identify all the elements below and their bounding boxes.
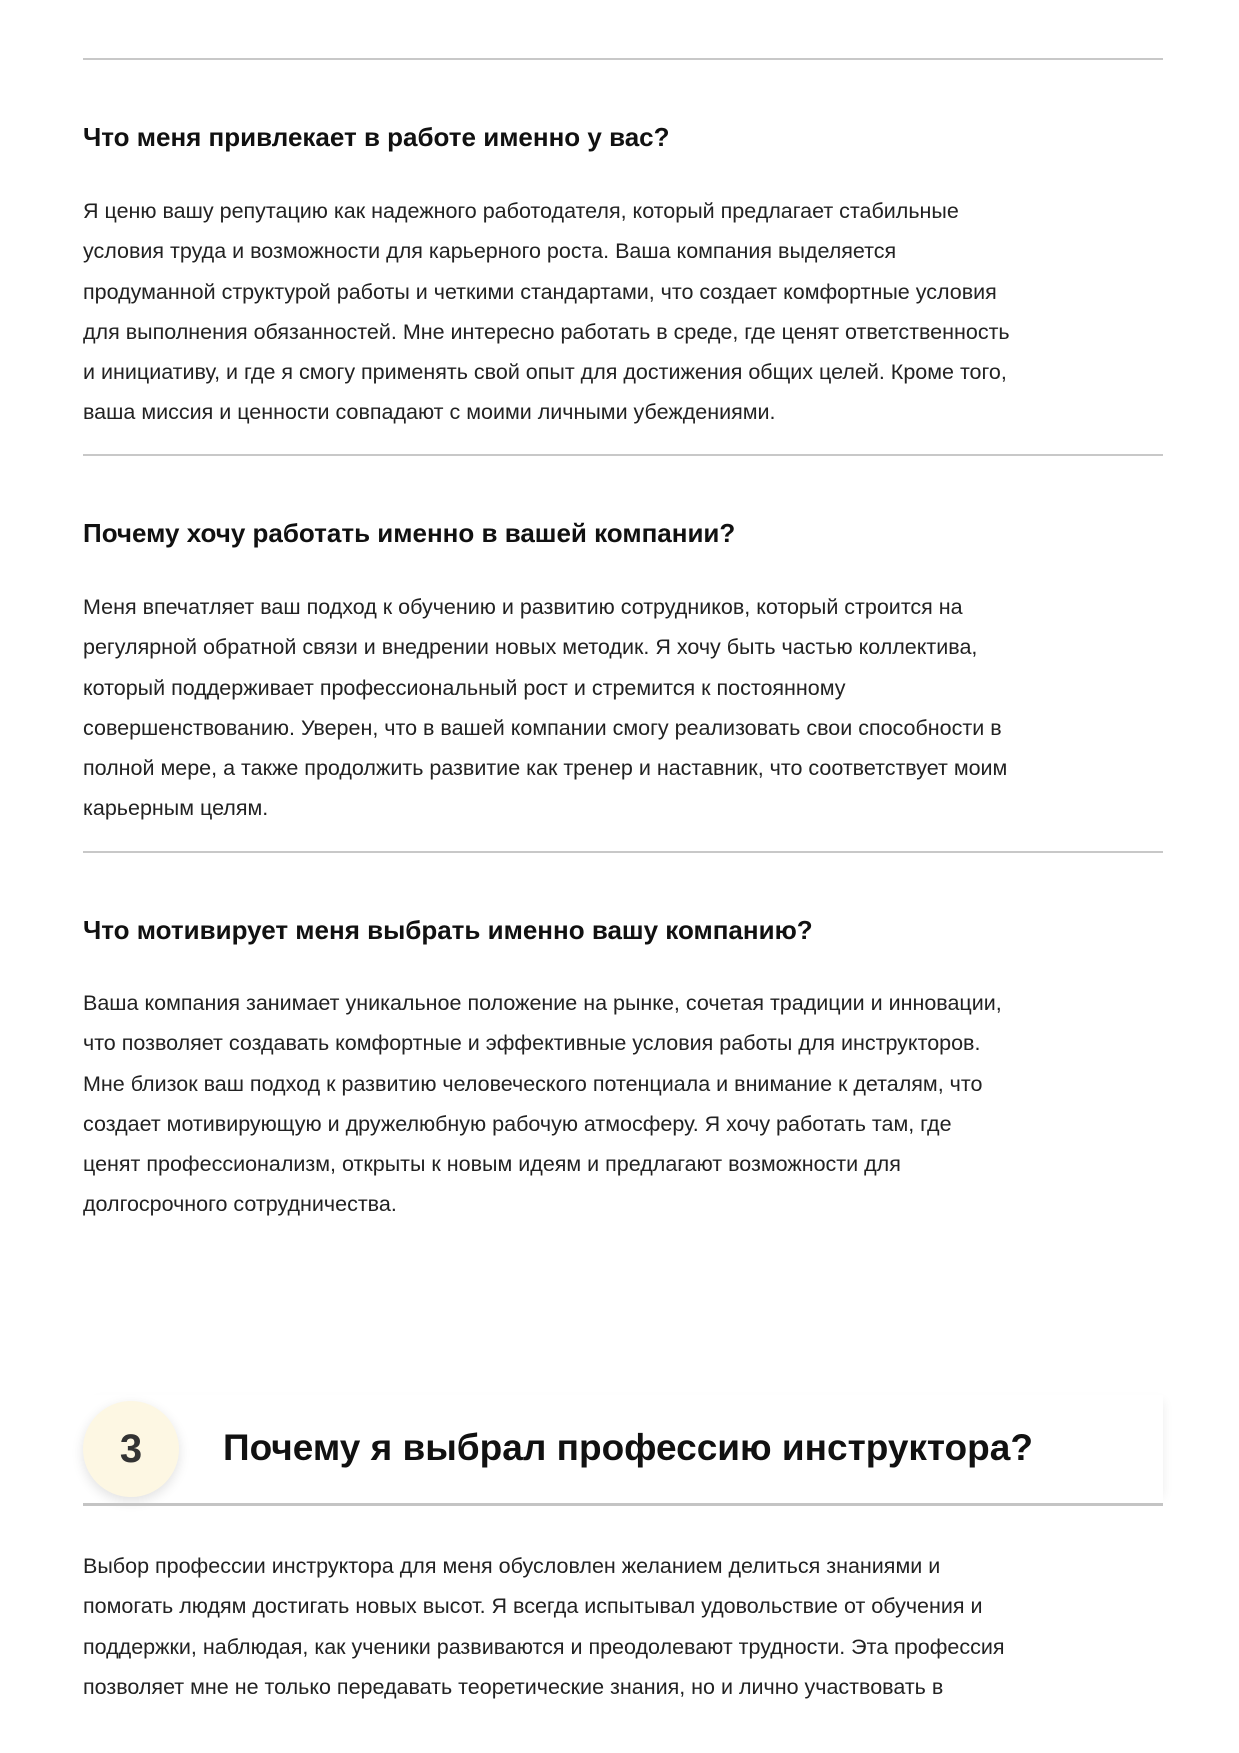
section-paragraph: [83, 983, 1168, 1225]
text-line: ваша миссия и ценности совпадают с моими личными убеждениями.: [83, 400, 776, 425]
text-line: поддержки, наблюдая, как ученики развиваются и преодолевают трудности. Эта профессия: [83, 1634, 1005, 1659]
text-line: для выполнения обязанностей. Мне интересно работать в среде, где ценят ответственность: [83, 319, 1010, 344]
section-heading: Что меня привлекает в работе именно у вас?: [83, 122, 670, 152]
text-line: карьерным целям.: [83, 796, 269, 821]
divider: [83, 58, 1163, 60]
text-line: Мне близок ваш подход к развитию человеческого потенциала и внимание к деталям, что: [83, 1071, 983, 1096]
chapter-title: Почему я выбрал профессию инструктора?: [223, 1427, 1033, 1468]
text-line: позволяет мне не только передавать теоретические знания, но и лично участвовать в: [83, 1674, 944, 1699]
text-line: полной мере, а также продолжить развитие как тренер и наставник, что соответствует моим: [83, 756, 1008, 781]
text-line: регулярной обратной связи и внедрении новых методик. Я хочу быть частью коллектива,: [83, 635, 978, 660]
text-line: продуманной структурой работы и четкими стандартами, что создает комфортные условия: [83, 279, 997, 304]
chapter-divider: [83, 1503, 1163, 1506]
text-line: Меня впечатляет ваш подход к обучению и развитию сотрудников, который строится на: [83, 595, 963, 619]
chapter-number-badge: 3: [83, 1401, 179, 1497]
chapter-header: [83, 1395, 1163, 1503]
section-paragraph: [83, 587, 1168, 829]
text-line: помогать людям достигать новых высот. Я всегда испытывал удовольствие от обучения и: [83, 1594, 983, 1619]
text-line: Я ценю вашу репутацию как надежного работодателя, который предлагает стабильные: [83, 199, 959, 223]
text-line: Выбор профессии инструктора для меня обусловлен желанием делиться знаниями и: [83, 1554, 941, 1578]
divider: [83, 454, 1163, 456]
text-line: что позволяет создавать комфортные и эффективные условия работы для инструкторов.: [83, 1031, 981, 1056]
text-line: совершенствованию. Уверен, что в вашей компании смогу реализовать свои способности в: [83, 715, 1002, 740]
text-line: долгосрочного сотрудничества.: [83, 1192, 397, 1217]
text-line: и инициативу, и где я смогу применять свой опыт для достижения общих целей. Кроме того,: [83, 360, 1007, 385]
chapter-paragraph: [83, 1546, 1168, 1707]
text-line: Ваша компания занимает уникальное положение на рынке, сочетая традиции и инновации,: [83, 991, 1002, 1015]
section-heading: Почему хочу работать именно в вашей компании?: [83, 518, 736, 548]
text-line: создает мотивирующую и дружелюбную рабочую атмосферу. Я хочу работать там, где: [83, 1111, 952, 1136]
section-paragraph: [83, 191, 1168, 433]
divider: [83, 851, 1163, 853]
section-heading: Что мотивирует меня выбрать именно вашу компанию?: [83, 915, 813, 945]
text-line: который поддерживает профессиональный рост и стремится к постоянному: [83, 675, 846, 700]
text-line: ценят профессионализм, открыты к новым идеям и предлагают возможности для: [83, 1152, 901, 1177]
text-line: условия труда и возможности для карьерного роста. Ваша компания выделяется: [83, 239, 897, 264]
